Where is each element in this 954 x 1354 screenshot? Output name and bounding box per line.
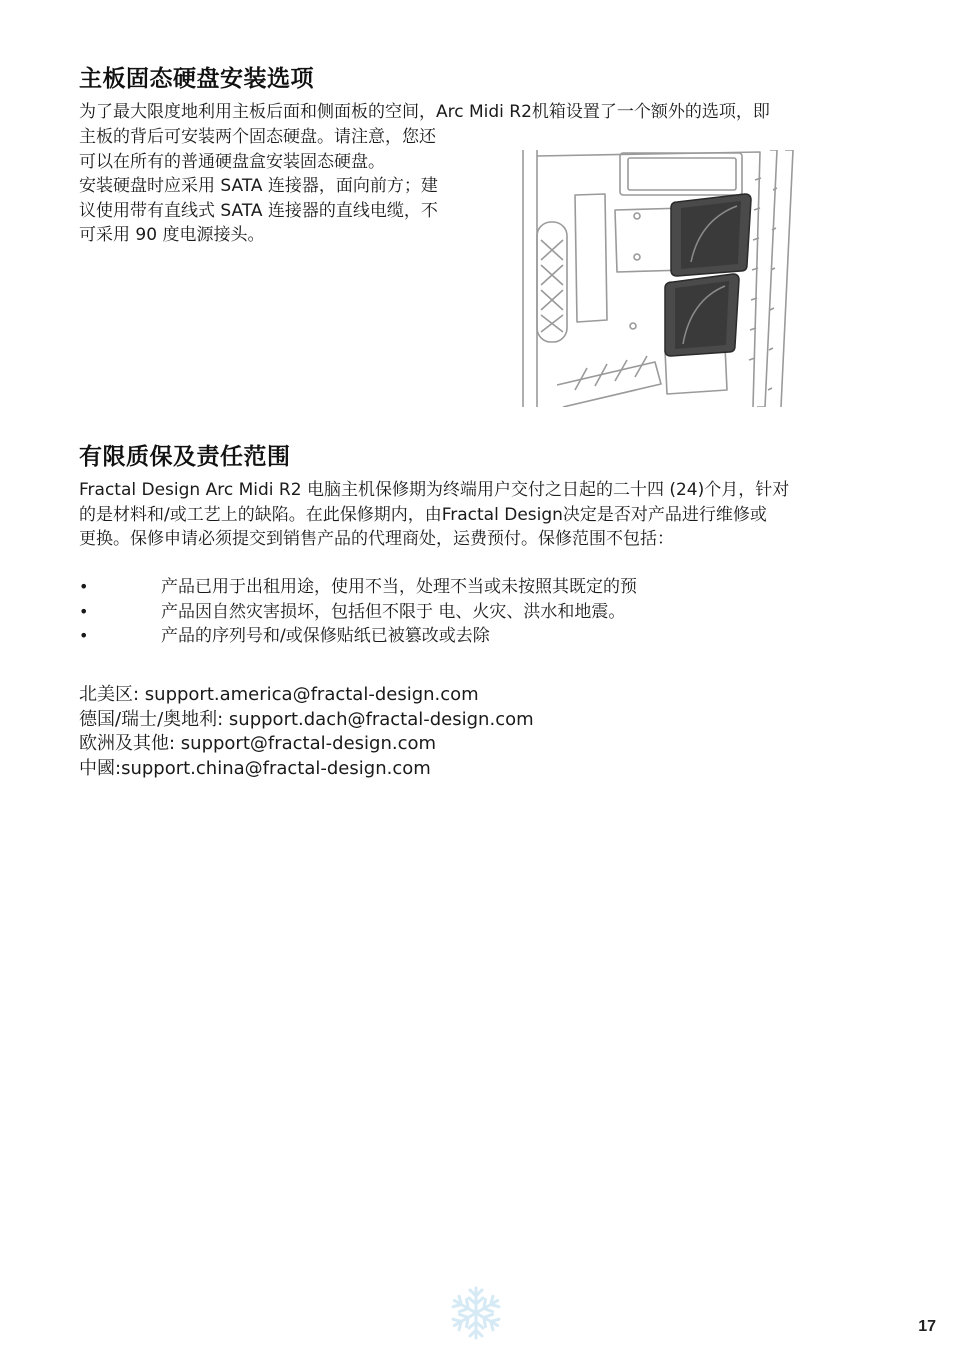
snowflake-icon (447, 1284, 505, 1342)
contact-north-america: 北美区: support.america@fractal-design.com (79, 684, 479, 705)
text-line: 议使用带有直线式 SATA 连接器的直线电缆，不 (79, 200, 438, 221)
warranty-paragraph (79, 478, 789, 552)
text-line: 可以在所有的普通硬盘盒安装固态硬盘。 (79, 151, 385, 172)
text-line: 可采用 90 度电源接头。 (79, 225, 265, 245)
text-line: 为了最大限度地利用主板后面和侧面板的空间，Arc Midi R2机箱设置了一个额外的选项，即 (79, 102, 770, 122)
support-contacts (79, 683, 534, 781)
intro-paragraph-first-line (79, 100, 770, 125)
exclusion-text: 产品已用于出租用途，使用不当，处理不当或未按照其既定的预 (161, 577, 637, 597)
exclusion-text: 产品的序列号和/或保修贴纸已被篡改或去除 (161, 626, 490, 646)
bullet-dot: • (79, 577, 89, 596)
text-line: Fractal Design Arc Midi R2 电脑主机保修期为终端用户交付之日起的二十四 (24)个月，针对 (79, 480, 790, 500)
ssd-mount-illustration (515, 150, 798, 407)
text-line: 安装硬盘时应采用 SATA 连接器，面向前方；建 (79, 176, 438, 196)
intro-paragraph (79, 125, 438, 248)
text-line: 更换。保修申请必须提交到销售产品的代理商处，运费预付。保修范围不包括： (79, 529, 674, 549)
ssd-drive-upper (671, 194, 751, 276)
section-heading-warranty: 有限质保及责任范围 (79, 444, 291, 470)
text-line: 的是材料和/或工艺上的缺陷。在此保修期内，由Fractal Design决定是否对产品进行维修或 (79, 504, 767, 525)
contact-dach: 德国/瑞士/奥地利: support.dach@fractal-design.com (79, 708, 534, 730)
section-heading-ssd: 主板固态硬盘安装选项 (79, 66, 314, 92)
bullet-dot: • (79, 602, 89, 621)
text-line: 主板的背后可安装两个固态硬盘。请注意，您还 (79, 127, 436, 147)
contact-europe-other: 欧洲及其他: support@fractal-design.com (79, 733, 437, 754)
bullet-dot: • (79, 626, 89, 645)
exclusion-text: 产品因自然灾害损坏，包括但不限于 电、火灾、洪水和地震。 (161, 602, 626, 622)
page-number: 17 (918, 1318, 936, 1335)
contact-china: 中國:support.china@fractal-design.com (79, 757, 431, 779)
ssd-drive-lower (665, 274, 739, 356)
